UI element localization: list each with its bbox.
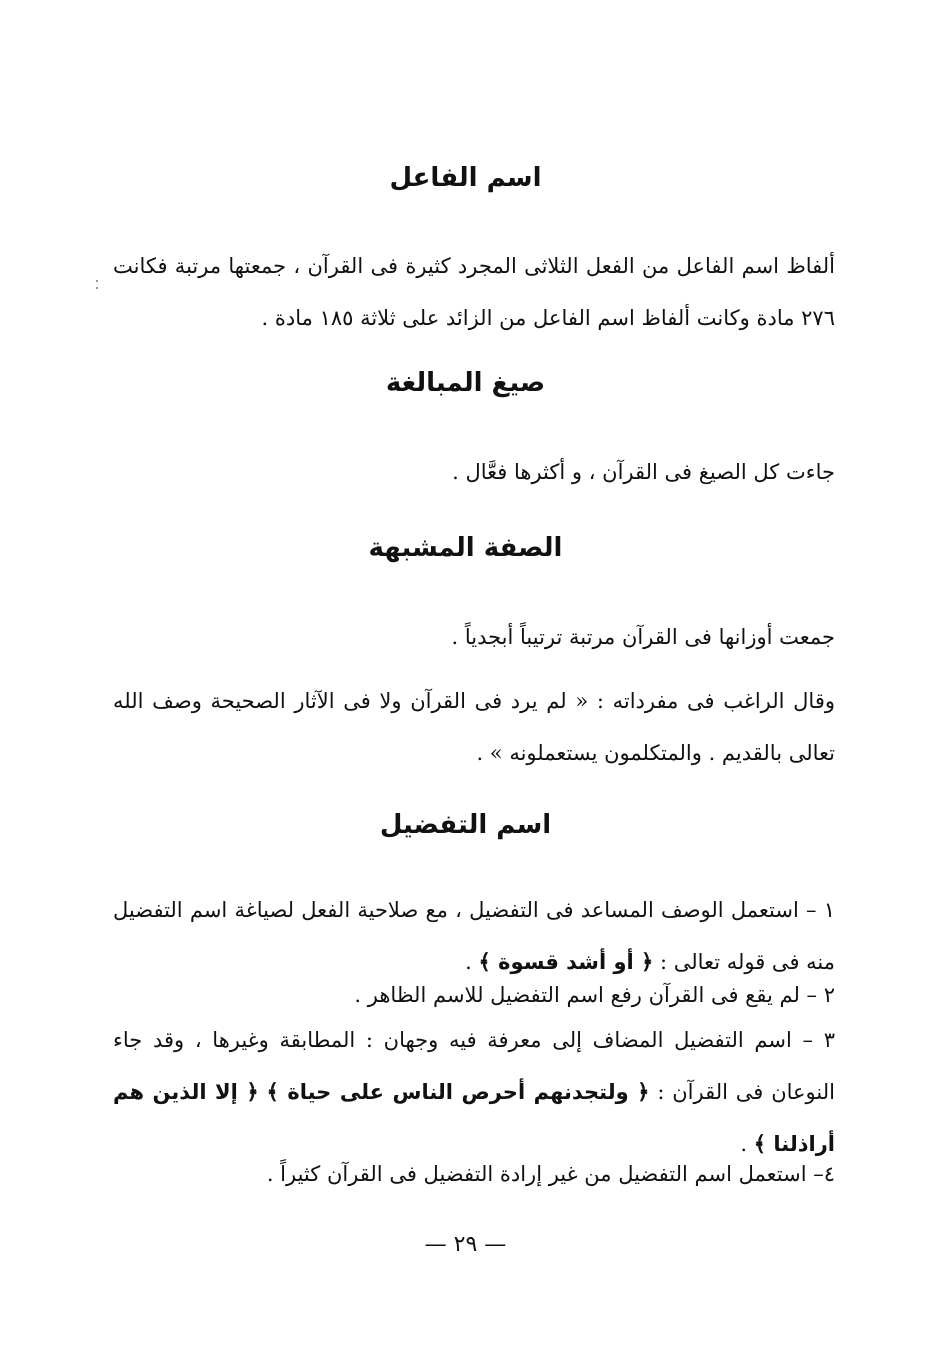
list-item-1 (113, 884, 835, 988)
list-item-1-end: . (465, 950, 472, 974)
quran-quote: ﴿ أو أشد قسوة ﴾ (478, 950, 654, 974)
section-heading-intensive-forms: صيغ المبالغة (385, 368, 546, 398)
page-number: — ٢٩ — (424, 1232, 507, 1257)
paragraph-intensive-forms: جاءت كل الصيغ فى القرآن ، و أكثرها فعَّال . (452, 460, 835, 484)
list-item-3-text: ٣ – اسم التفضيل المضاف إلى معرفة فيه وجهان : المطابقة وغيرها ، وقد جاء النوعان فى القرآن : (113, 1028, 835, 1104)
section-heading-resembling-adjective: الصفة المشبهة (368, 533, 563, 563)
quran-quote: ﴿ ولتجدنهم أحرص الناس على حياة ﴾ (266, 1080, 650, 1104)
scan-speck (96, 287, 98, 289)
quran-quote: ﴿ إلا الذين هم أراذلنا ﴾ (113, 1080, 835, 1156)
list-item-3-end: . (740, 1132, 748, 1156)
list-item-3 (113, 1014, 835, 1170)
paragraph-raghib-quote: وقال الراغب فى مفرداته : « لم يرد فى القرآن ولا فى الآثار الصحيحة وصف الله تعالى بالقديم . والمتكلمون يستعملونه » . (113, 689, 835, 765)
list-item-1-text: ١ – استعمل الوصف المساعد فى التفضيل ، مع صلاحية الفعل لصياغة اسم التفضيل منه فى قوله تعالى : (113, 898, 835, 974)
list-item-4: ٤– استعمل اسم التفضيل من غير إرادة التفضيل فى القرآن كثيراً . (266, 1162, 835, 1186)
list-item-2: ٢ – لم يقع فى القرآن رفع اسم التفضيل للاسم الظاهر . (354, 983, 835, 1007)
section-heading-comparative: اسم التفضيل (379, 810, 552, 840)
scan-speck (96, 280, 98, 282)
section-heading-active-participle: اسم الفاعل (389, 163, 542, 193)
paragraph-active-participle: ألفاظ اسم الفاعل من الفعل الثلاثى المجرد كثيرة فى القرآن ، جمعتها مرتبة فكانت ٢٧٦ مادة وكانت ألفاظ اسم الفاعل من الزائد على ثلاثة ١٨٥ مادة . (113, 254, 835, 330)
paragraph-resembling-adjective: جمعت أوزانها فى القرآن مرتبة ترتيباً أبجدياً . (451, 625, 835, 649)
